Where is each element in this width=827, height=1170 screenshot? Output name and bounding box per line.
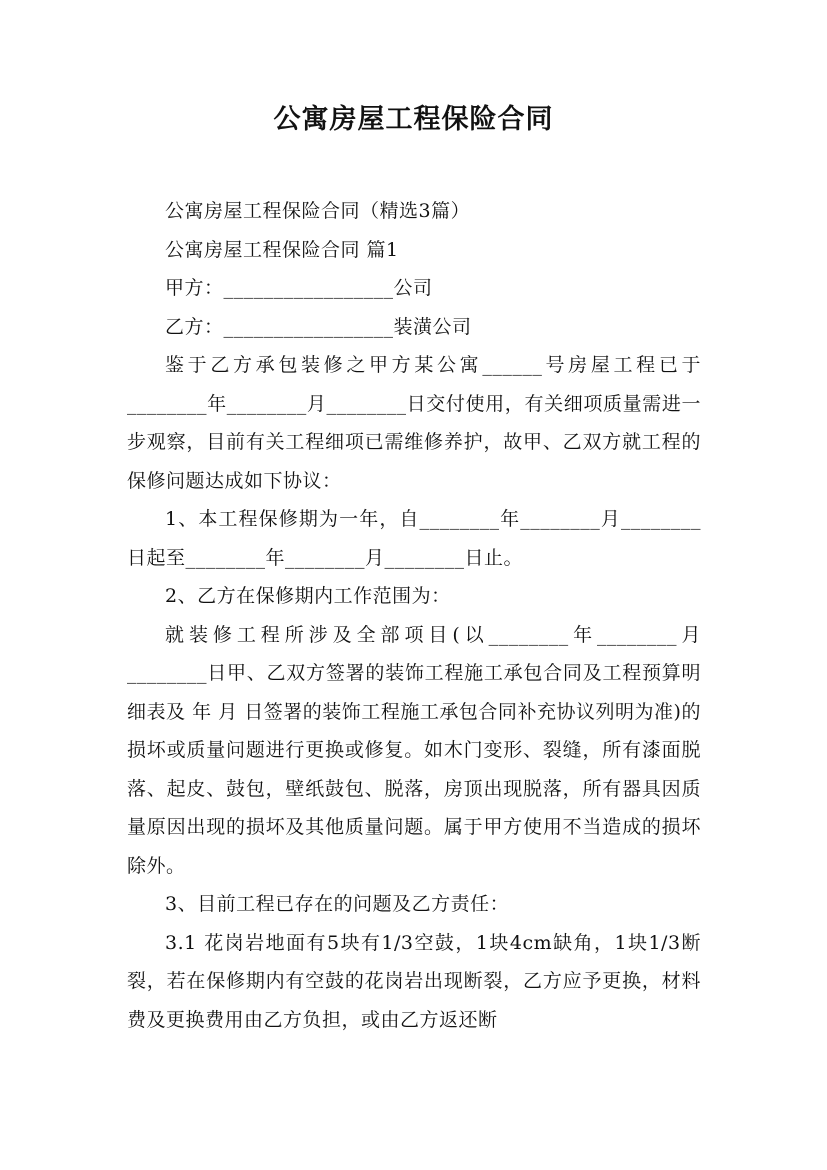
clause-3: 3、目前工程已存在的问题及乙方责任： [165, 893, 510, 915]
clause-2: 2、乙方在保修期内工作范围为： [165, 585, 451, 607]
clause-3-1: 3.1 花岗岩地面有5块有1/3空鼓，1块4cm缺角，1块1/3断裂，若在保修期内有空鼓的花岗岩出现断裂，乙方应予更换，材料费及更换费用由乙方负担，或由乙方返还断 [127, 931, 701, 1031]
subtitle-paragraph: 公寓房屋工程保险合同（精选3篇） [165, 200, 471, 222]
party-a-line: 甲方：_________________公司 [165, 277, 433, 299]
clause-2-detail: 就装修工程所涉及全部项目(以________年________月________日甲、乙双方签署的装饰工程施工承包合同及工程预算明细表及 年 月 日签署的装饰工程施工承包合同补充协议列明为准)的损坏或质量问题进行更换或修复。如木门变形、裂缝，所有漆面脱落、起皮、鼓包，壁纸鼓包、脱落，房顶出现脱落，所有器具因质量原因出现的损坏及其他质量问题。属于甲方使用不当造成的损坏除外。 [127, 623, 701, 877]
party-b-line: 乙方：_________________装潢公司 [165, 315, 472, 338]
preamble-paragraph: 鉴于乙方承包装修之甲方某公寓______号房屋工程已于________年________月________日交付使用，有关细项质量需进一步观察，目前有关工程细项已需维修养护，故甲、乙双方就工程的保修问题达成如下协议： [127, 354, 701, 492]
section-heading: 公寓房屋工程保险合同 篇1 [165, 238, 399, 261]
document-title: 公寓房屋工程保险合同 [273, 104, 554, 135]
clause-1: 1、本工程保修期为一年，自________年________月________日起至________年________月________日止。 [127, 508, 701, 569]
document-body [127, 192, 701, 1039]
